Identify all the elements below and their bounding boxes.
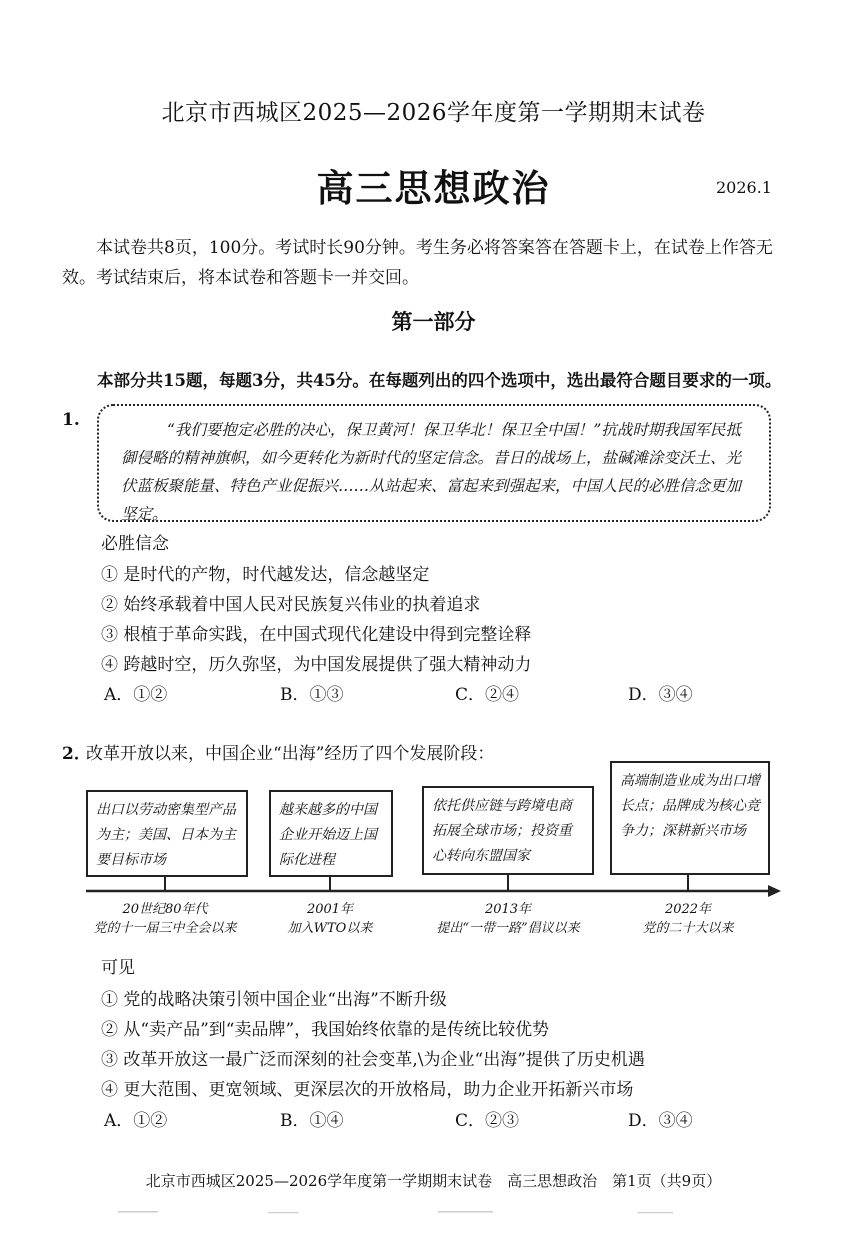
exam-date: 2026.1	[716, 178, 772, 197]
question-2-option: ② 从“卖产品”到“卖品牌”，我国始终依靠的是传统比较优势	[101, 1020, 550, 1040]
question-2-option: ③ 改革开放这一最广泛而深刻的社会变革,\为企业“出海”提供了历史机遇	[101, 1050, 645, 1070]
timeline-year: 20世纪80年代	[122, 902, 208, 917]
page-footer: 北京市西城区2025—2026学年度第一学期期末试卷 高三思想政治 第1页（共9页）	[145, 1172, 722, 1190]
timeline-year: 2001年	[306, 902, 354, 917]
question-1-stem: 必胜信念	[101, 534, 169, 554]
question-2-number: 2．	[62, 744, 91, 764]
question-1-answer-c: C．②④	[455, 685, 520, 705]
exam-instructions: 本试卷共8页，100分。考试时长90分钟。考生务必将答案答在答题卡上，在试卷上作答无效。考试结束后，将本试卷和答题卡一并交回。	[62, 238, 773, 288]
question-2-stem-2: 可见	[101, 958, 135, 978]
timeline-stage-box: 依托供应链与跨境电商拓展全球市场；投资重心转向东盟国家	[422, 786, 594, 875]
question-1-answer-d: D．③④	[628, 685, 693, 705]
question-1-quote: “我们要抱定必胜的决心，保卫黄河！保卫华北！保卫全中国！”抗战时期我国军民抵御侵略的精神旗帜，如今更转化为新时代的坚定信念。昔日的战场上，盐碱滩涂变沃土、光伏蓝板聚能量、特色产业促振兴……从站起来、富起来到强起来，中国人民的必胜信念更加坚定。	[121, 421, 742, 523]
question-2-option: ① 党的战略决策引领中国企业“出海”不断升级	[101, 990, 447, 1010]
question-1-option: ② 始终承载着中国人民对民族复兴伟业的执着追求	[101, 595, 481, 615]
question-1-option: ① 是时代的产物，时代越发达，信念越坚定	[101, 565, 430, 585]
question-1-number: 1.	[62, 410, 80, 430]
question-2-answer-a: A．①②	[104, 1111, 168, 1131]
scan-artifact	[118, 1205, 738, 1219]
part-title: 第一部分	[391, 309, 476, 334]
exam-title: 北京市西城区2025—2026学年度第一学期期末试卷	[161, 100, 706, 126]
timeline-event: 提出“一带一路”倡议以来	[436, 921, 580, 936]
question-2-option: ④ 更大范围、更宽领域、更深层次的开放格局，助力企业开拓新兴市场	[101, 1080, 634, 1100]
question-2-answer-d: D．③④	[628, 1111, 693, 1131]
question-2-stem: 改革开放以来，中国企业“出海”经历了四个发展阶段：	[86, 744, 495, 764]
timeline-event: 党的二十大以来	[642, 921, 734, 936]
timeline-year: 2013年	[484, 902, 532, 917]
timeline-stage-box: 出口以劳动密集型产品为主；美国、日本为主要目标市场	[86, 790, 248, 877]
timeline-stage-box: 高端制造业成为出口增长点；品牌成为核心竞争力；深耕新兴市场	[610, 761, 770, 875]
question-2-answer-b: B．①④	[280, 1111, 344, 1131]
question-2-answer-c: C．②③	[455, 1111, 520, 1131]
part-description: 本部分共15题，每题3分，共45分。在每题列出的四个选项中，选出最符合题目要求的一项。	[97, 371, 782, 390]
timeline-event: 党的十一届三中全会以来	[93, 921, 237, 936]
timeline-arrow	[768, 885, 781, 897]
subject-title: 高三思想政治	[316, 166, 551, 210]
timeline-year: 2022年	[664, 902, 712, 917]
timeline-event: 加入WTO以来	[287, 921, 373, 936]
question-1-answer-a: A．①②	[104, 685, 168, 705]
question-1-option: ④ 跨越时空，历久弥坚，为中国发展提供了强大精神动力	[101, 655, 532, 675]
question-1-answer-b: B．①③	[280, 685, 344, 705]
question-1-option: ③ 根植于革命实践，在中国式现代化建设中得到完整诠释	[101, 625, 532, 645]
timeline-stage-box: 越来越多的中国企业开始迈上国际化进程	[269, 790, 393, 877]
